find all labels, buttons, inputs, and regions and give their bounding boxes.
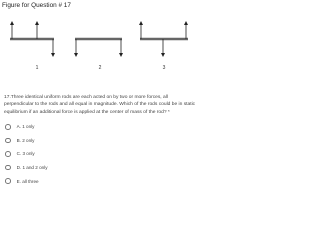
rod-2-group <box>75 39 122 55</box>
figure-title: Figure for Question # 17 <box>2 2 71 9</box>
rod-2-number: 2 <box>98 65 102 71</box>
option-b[interactable] <box>4 134 124 148</box>
answer-options <box>4 120 124 188</box>
question-text: 17.Three identical uniform rods are each acted on by two or more forces, all perpendicular to the rods and all equal in magnitude. Which of the rods could be in static equilibrium if an additional force is applied at the center of mass of the rod? * <box>4 95 196 115</box>
option-label: C. 3 only <box>16 151 35 157</box>
rod-3-group <box>140 23 188 55</box>
option-c[interactable] <box>4 147 124 161</box>
option-e[interactable] <box>4 174 124 188</box>
radio-button[interactable] <box>5 151 11 157</box>
rod-1-number: 1 <box>35 65 39 71</box>
rod-3-number: 3 <box>162 65 166 71</box>
option-label: A. 1 only <box>16 124 35 130</box>
option-a[interactable] <box>4 120 124 134</box>
option-d[interactable] <box>4 161 124 175</box>
option-label: D. 1 and 2 only <box>16 165 48 171</box>
radio-button[interactable] <box>5 178 11 184</box>
radio-button[interactable] <box>5 138 11 144</box>
rod-1-group <box>10 23 54 55</box>
rods-figure <box>0 14 200 88</box>
option-label: E. all three <box>16 178 39 184</box>
radio-button[interactable] <box>5 124 11 130</box>
radio-button[interactable] <box>5 165 11 171</box>
option-label: B. 2 only <box>16 137 35 143</box>
